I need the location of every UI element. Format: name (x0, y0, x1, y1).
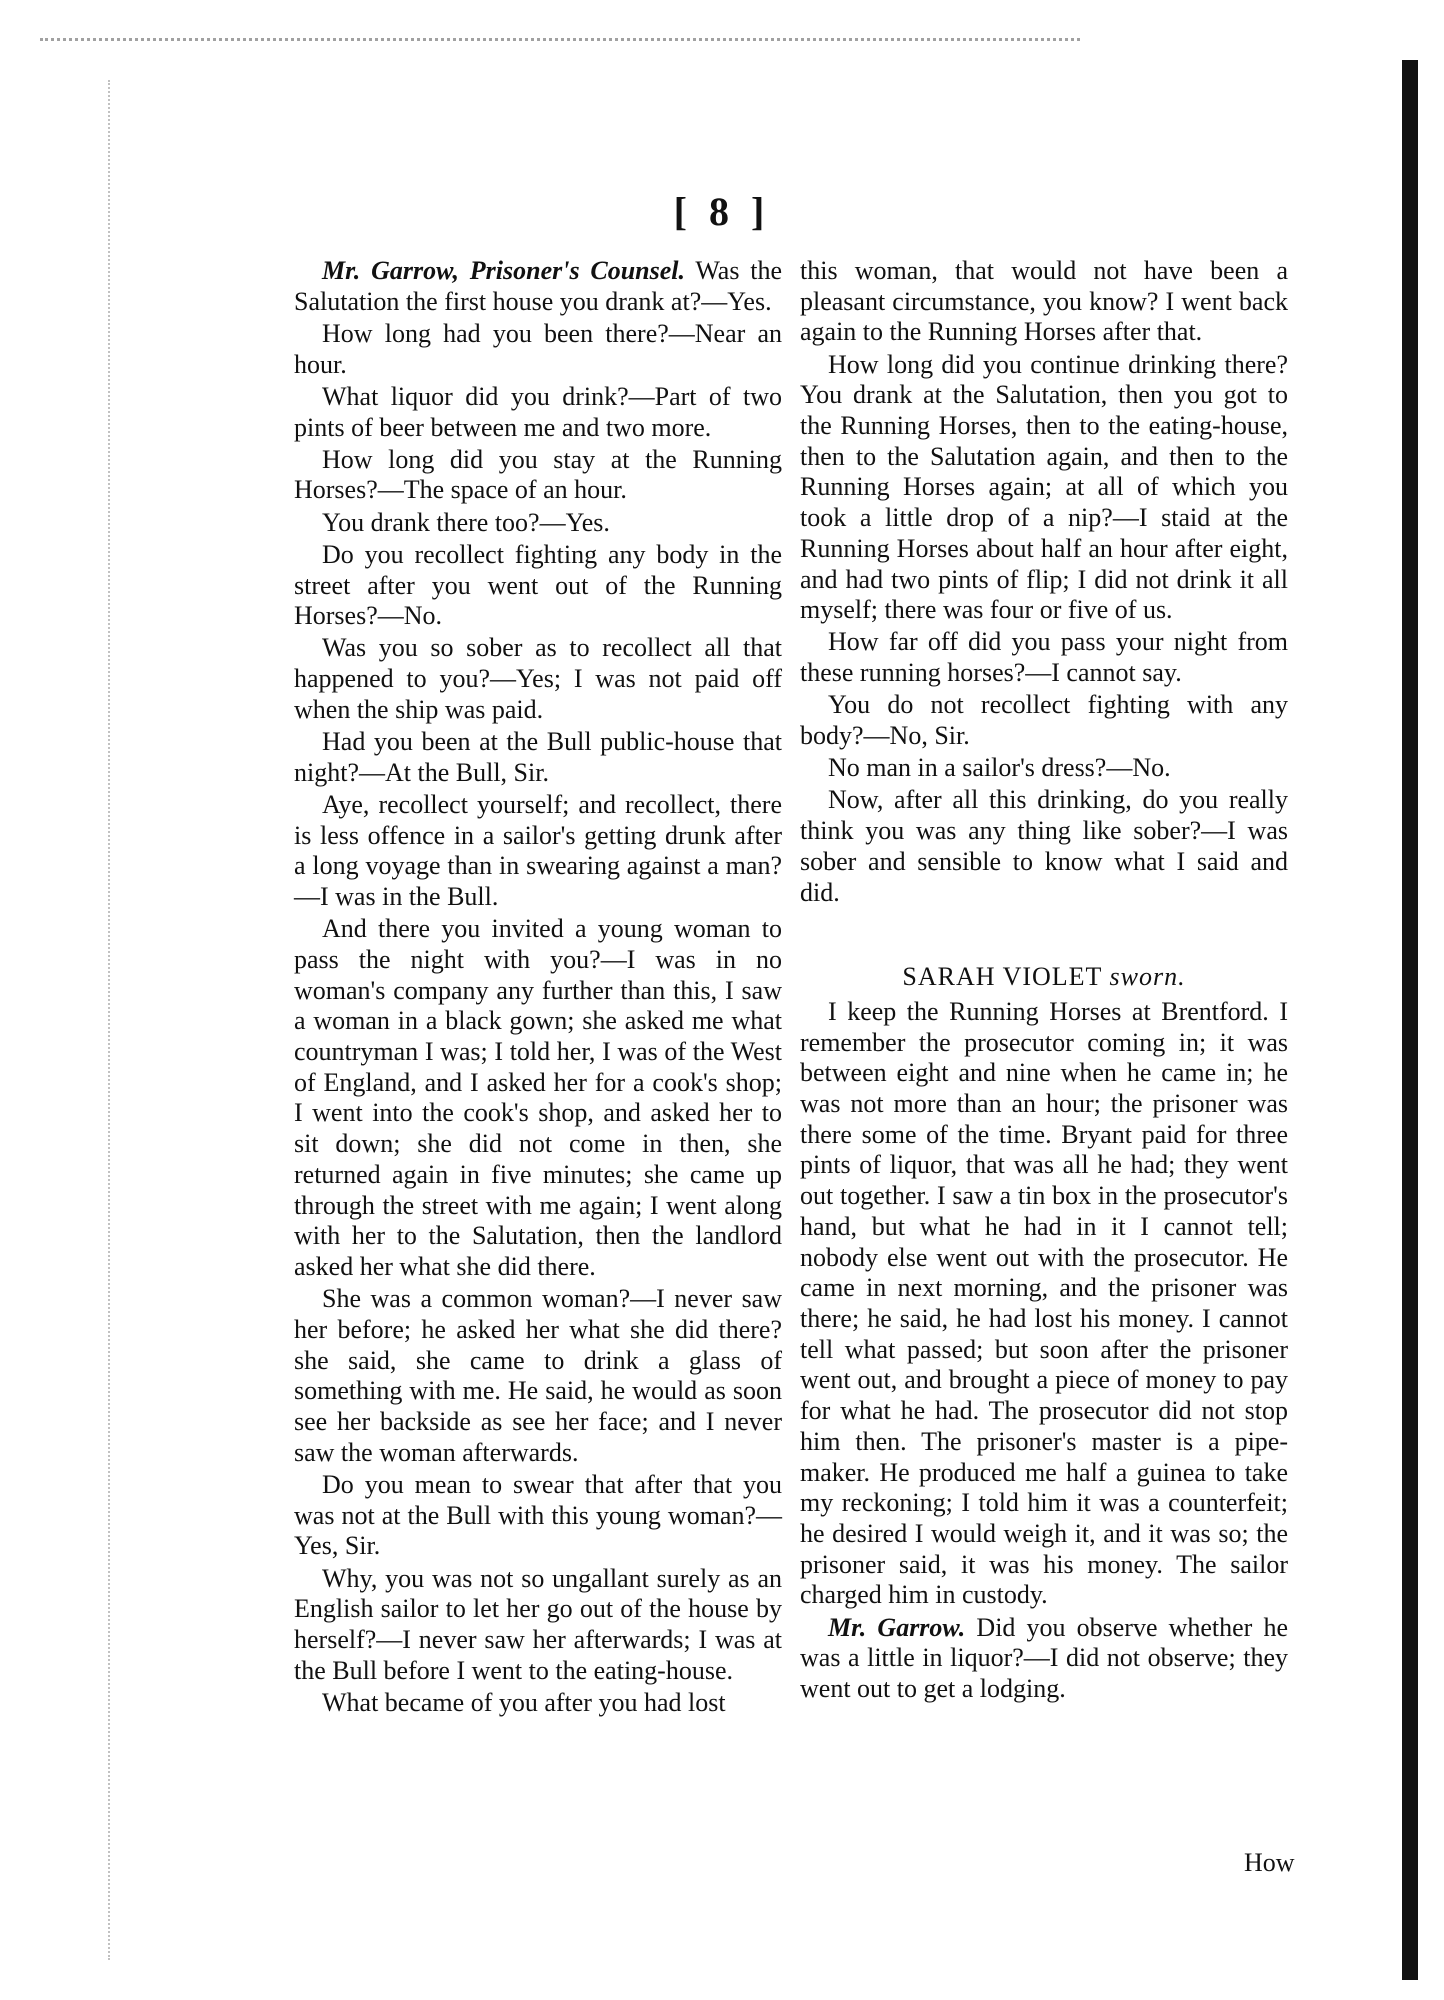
page-number: [ 8 ] (673, 189, 771, 234)
paragraph: How far off did you pass your night from these running horses?—I cannot say. (800, 627, 1288, 688)
paragraph: No man in a sailor's dress?—No. (828, 753, 1171, 783)
paragraph-text: Did you observe whether he was a little in liquor?—I did not observe; they went out to get a lodging. (800, 1612, 1288, 1703)
paragraph: Aye, recollect yourself; and recollect, there is less offence in a sailor's getting drunk after a long voyage than in swearing against a man?—I was in the Bull. (294, 789, 782, 912)
scan-right-edge (1402, 60, 1418, 1980)
right-column (800, 256, 1288, 1706)
paragraph: You drank there too?—Yes. (322, 507, 610, 537)
left-column (294, 256, 782, 1720)
speaker-label: Mr. Garrow. (828, 1612, 966, 1642)
paragraph: Was you so sober as to recollect all that happened to you?—Yes; I was not paid off when the ship was paid. (294, 633, 782, 724)
paragraph-continuation: this woman, that would not have been a pleasant circumstance, you know? I went back again to the Running Horses after that. (800, 256, 1288, 347)
paragraph: What became of you after you had lost (322, 1687, 726, 1717)
paragraph: How long did you stay at the Running Horses?—The space of an hour. (294, 444, 782, 505)
catchword: How (1244, 1848, 1295, 1877)
witness-heading (800, 962, 1288, 993)
paragraph: Now, after all this drinking, do you really think you was any thing like sober?—I was sober and sensible to know what I said and did. (800, 785, 1288, 907)
paragraph: How long had you been there?—Near an hour. (294, 318, 782, 379)
paragraph: I keep the Running Horses at Brentford. I remember the prosecutor coming in; it was between eight and nine when he came in; he was not more than an hour; the prisoner was there some of the time. Bryant paid for three pints of liquor, that was all he had; they went out together. I saw a tin box in the prosecutor's hand, but what he had in it I cannot tell; nobody else went out with the prosecutor. He came in next morning, and the prisoner was there; he said, he had lost his money. I cannot tell what passed; but soon after the prisoner went out, and brought a piece of money to pay for what he had. The prosecutor did not stop him then. The prisoner's master is a pipe-maker. He produced me half a guinea to take my reckoning; I told him it was a counterfeit; he desired I would weigh it, and it was so; the prisoner said, it was his money. The sailor charged him in custody. (800, 996, 1288, 1610)
paragraph (294, 256, 782, 317)
scan-left-margin (108, 80, 112, 1960)
witness-sworn: sworn. (1109, 962, 1186, 992)
paragraph: Had you been at the Bull public-house that night?—At the Bull, Sir. (294, 727, 782, 787)
paragraph: How long did you continue drinking there? You drank at the Salutation, then you got to the Running Horses, then to the eating-house, then to the Salutation again, and then to the Running Horses again; at all of which you took a little drop of a nip?—I staid at the Running Horses about half an hour after eight, and had two pints of flip; I did not drink it all myself; there was four or five of us. (800, 349, 1288, 625)
paragraph: Do you recollect fighting any body in the street after you went out of the Running Horses?—No. (294, 539, 782, 631)
scan-edge-noise (40, 38, 1080, 49)
paragraph: What liquor did you drink?—Part of two pints of beer between me and two more. (294, 381, 782, 442)
paragraph: You do not recollect fighting with any body?—No, Sir. (800, 690, 1288, 751)
witness-name: SARAH VIOLET (902, 962, 1102, 992)
paragraph: And there you invited a young woman to pass the night with you?—I was in no woman's company any further than this, I saw a woman in a black gown; she asked me what countryman I was; I told her, I was of the West of England, and I asked her for a cook's shop; I went into the cook's shop, and asked her to sit down; she did not come in then, she returned again in five minutes; she came up through the street with me again; I went along with her to the Salutation, then the landlord asked her what she did there. (294, 914, 782, 1281)
speaker-label: Mr. Garrow, Prisoner's Counsel. (322, 256, 685, 285)
paragraph-text: Was the Salutation the first house you drank at?—Yes. (294, 256, 782, 316)
paragraph: Why, you was not so ungallant surely as an English sailor to let her go out of the house by herself?—I never saw her afterwards; I was at the Bull before I went to the eating-house. (294, 1563, 782, 1685)
paragraph: She was a common woman?—I never saw her before; he asked her what she did there? she said, she came to drink a glass of something with me. He said, he would as soon see her backside as see her face; and I never saw the woman afterwards. (294, 1284, 782, 1467)
paragraph (800, 1613, 1288, 1705)
paragraph: Do you mean to swear that after that you was not at the Bull with this young woman?—Yes, Sir. (294, 1469, 782, 1561)
